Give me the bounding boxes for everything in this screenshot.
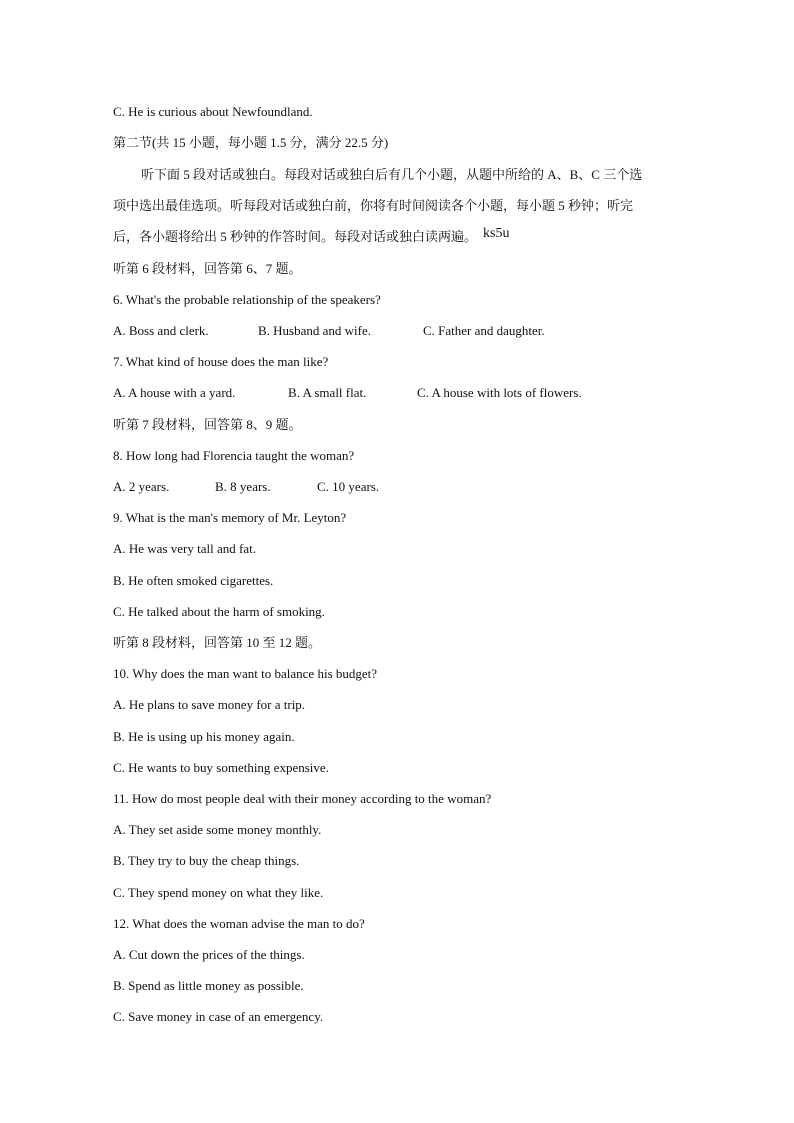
section-heading: 第二节(共 15 小题，每小题 1.5 分，满分 22.5 分) [113,135,389,150]
question-7-options [113,385,582,401]
option-b: B. Husband and wife. [258,323,372,338]
question-11: 11. How do most people deal with their money according to the woman? [113,791,492,806]
option-a: A. A house with a yard. [113,385,236,400]
previous-question-option-c: C. He is curious about Newfoundland. [113,104,313,119]
question-10: 10. Why does the man want to balance his budget? [113,666,378,681]
option-a: A. He plans to save money for a trip. [113,697,306,712]
instructions-line-3-text: 后，各小题将给出 5 秒钟的作答时间。每段对话或独白读两遍。 [113,229,478,244]
question-6: 6. What's the probable relationship of the speakers? [113,292,381,307]
instructions-line-1: 听下面 5 段对话或独白。每段对话或独白后有几个小题，从题中所给的 A、B、C 三个选 [141,167,643,182]
instructions-line-2: 项中选出最佳选项。听每段对话或独白前，你将有时间阅读各个小题，每小题 5 秒钟；听完 [113,198,634,213]
question-8: 8. How long had Florencia taught the woman? [113,448,355,463]
option-c: C. He wants to buy something expensive. [113,760,329,775]
option-c: C. A house with lots of flowers. [417,385,582,400]
option-a: A. Cut down the prices of the things. [113,947,305,962]
option-a: A. 2 years. [113,479,170,494]
option-b: B. He is using up his money again. [113,729,295,744]
passage-header: 听第 7 段材料，回答第 8、9 题。 [113,417,302,432]
option-b: B. He often smoked cigarettes. [113,573,274,588]
option-b: B. Spend as little money as possible. [113,978,304,993]
question-6-options [113,323,545,339]
instructions-line-3 [113,226,510,246]
option-c: C. They spend money on what they like. [113,885,324,900]
question-9: 9. What is the man's memory of Mr. Leyton? [113,510,347,525]
option-c: C. 10 years. [317,479,380,494]
passage-header: 听第 6 段材料，回答第 6、7 题。 [113,261,302,276]
option-c: C. Save money in case of an emergency. [113,1009,324,1024]
option-c: C. He talked about the harm of smoking. [113,604,325,619]
passage-header: 听第 8 段材料，回答第 10 至 12 题。 [113,635,322,650]
option-a: A. They set aside some money monthly. [113,822,322,837]
option-b: B. 8 years. [215,479,271,494]
option-c: C. Father and daughter. [423,323,545,338]
question-7: 7. What kind of house does the man like? [113,354,329,369]
option-a: A. He was very tall and fat. [113,541,256,556]
question-8-options [113,479,379,495]
option-a: A. Boss and clerk. [113,323,209,338]
question-12: 12. What does the woman advise the man to do? [113,916,365,931]
watermark-text: ks5u [483,226,510,241]
option-b: B. They try to buy the cheap things. [113,853,300,868]
option-b: B. A small flat. [288,385,367,400]
